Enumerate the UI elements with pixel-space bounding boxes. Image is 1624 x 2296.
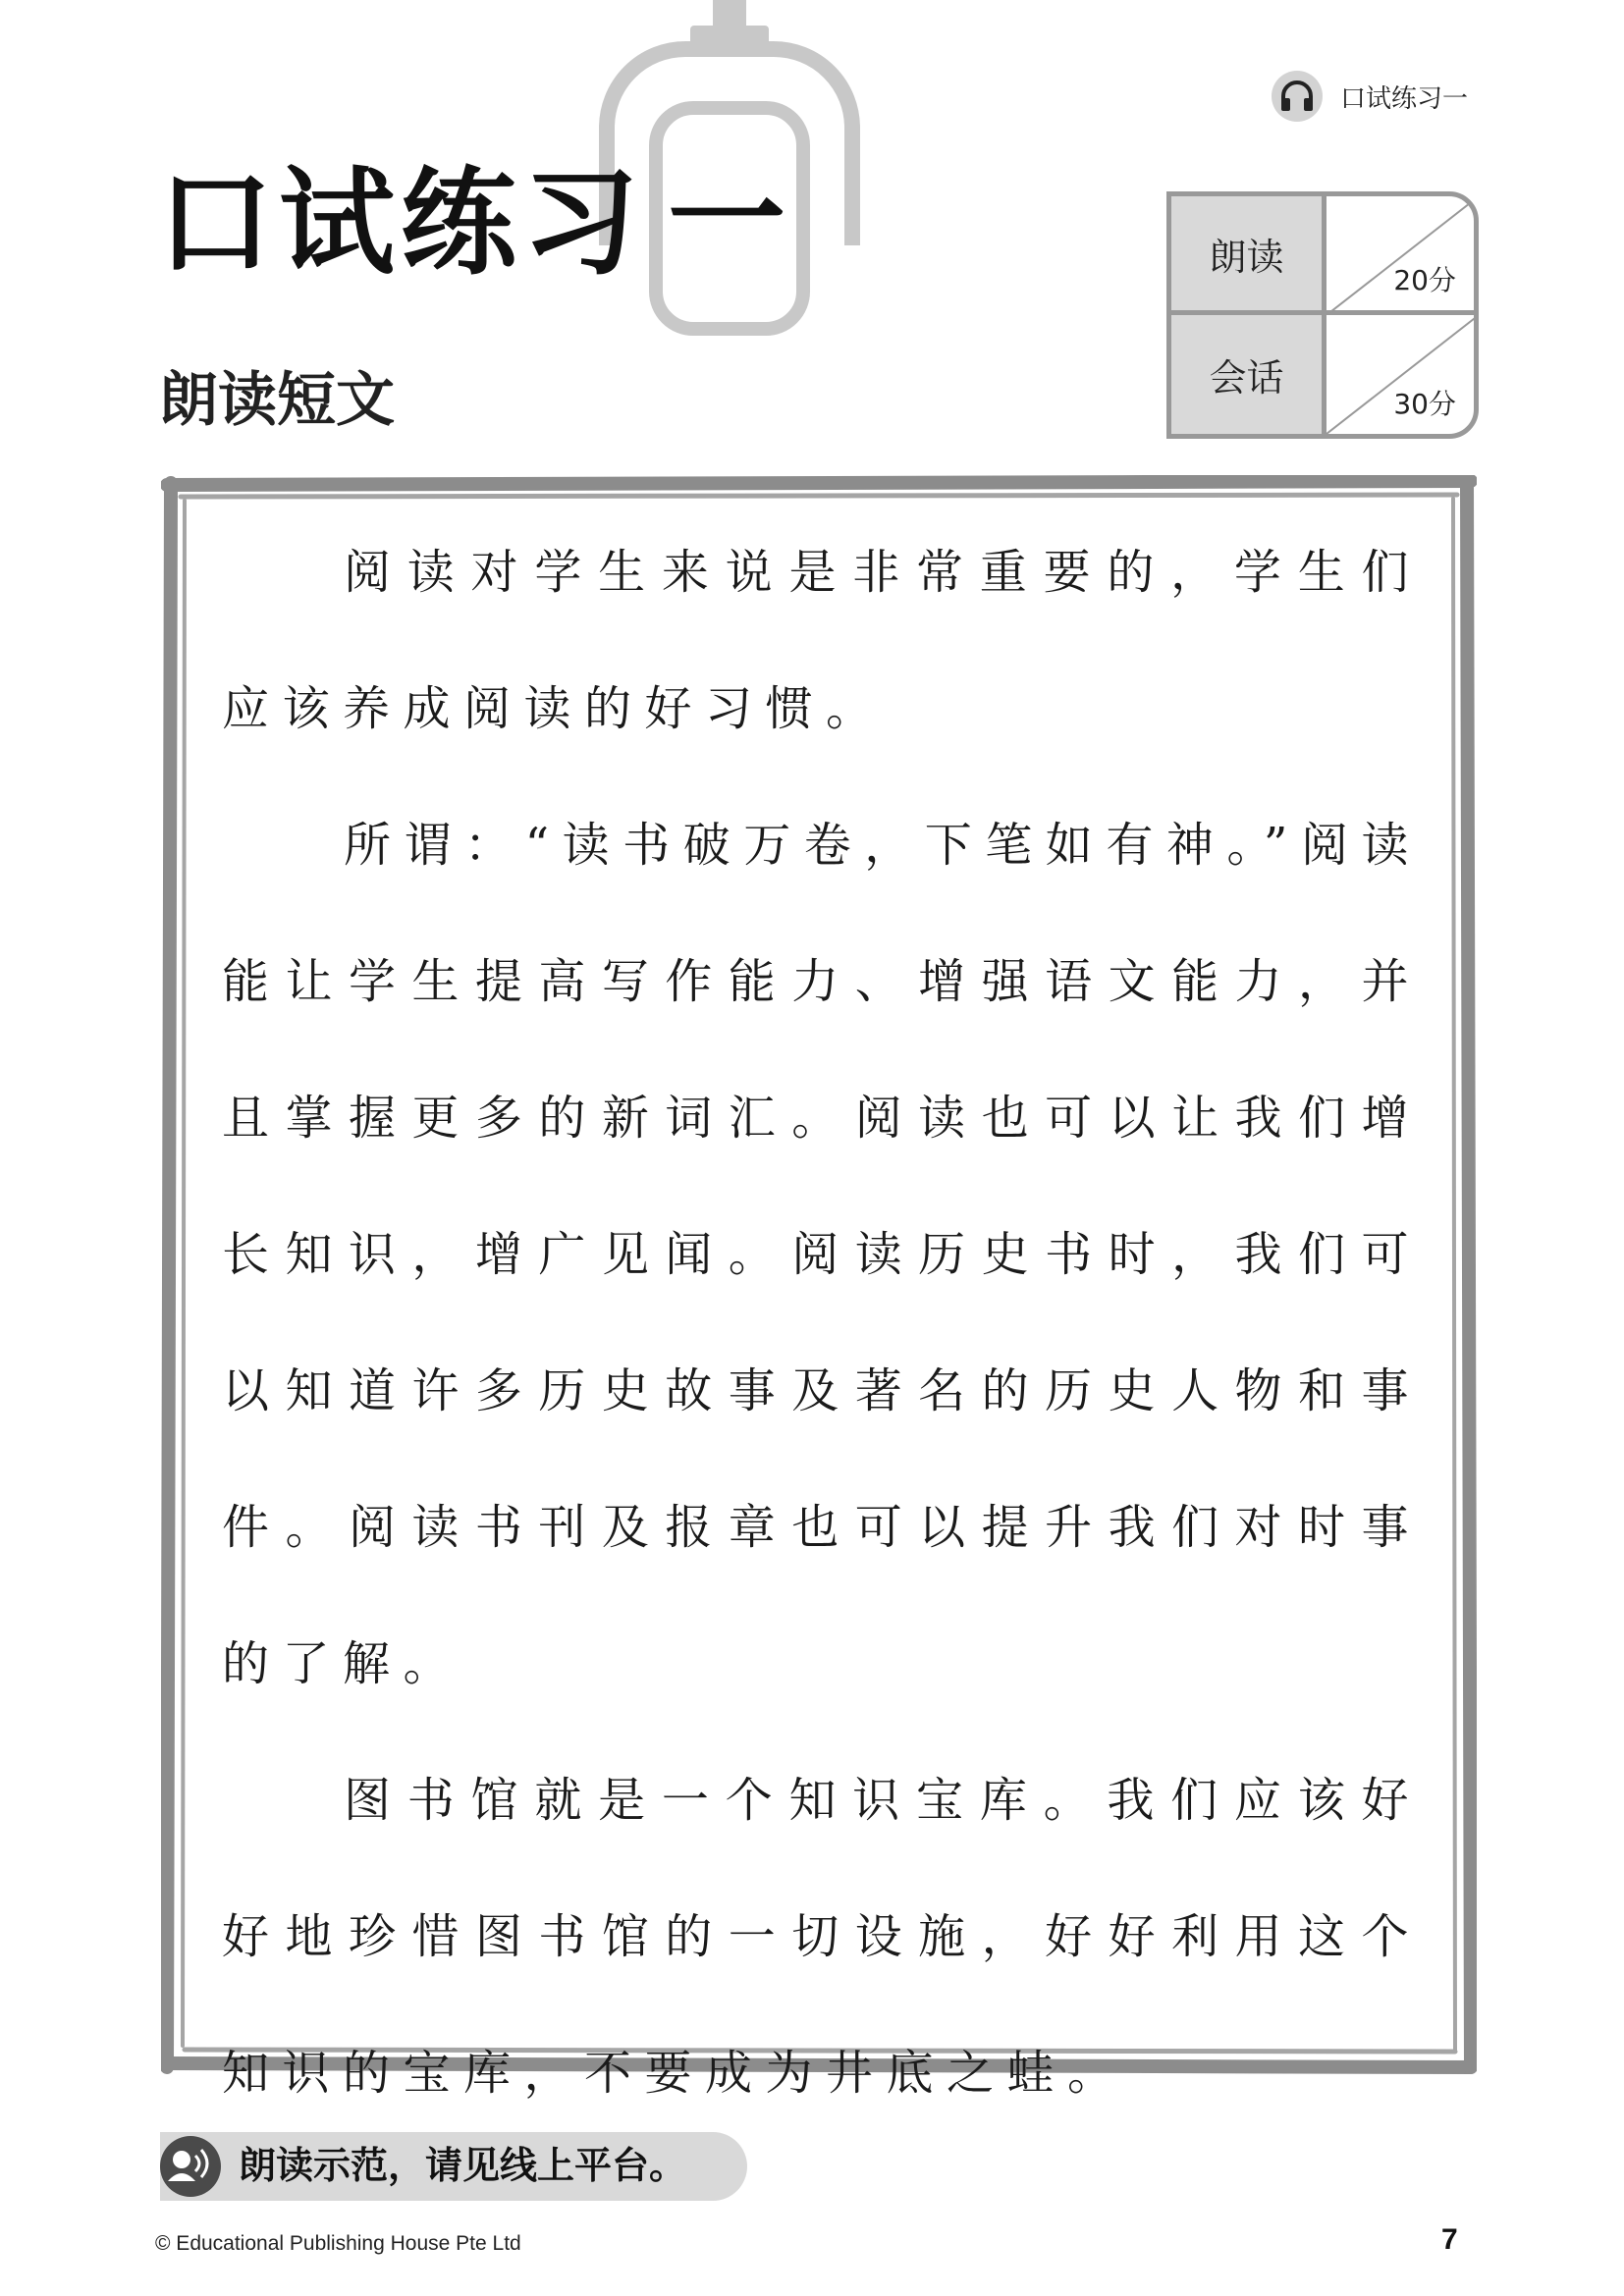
- section-tag-label: 口试练习一: [1340, 83, 1469, 114]
- score-entry-cell: [1326, 196, 1474, 310]
- reading-passage-box: [161, 475, 1477, 2101]
- score-label: 会话: [1171, 315, 1326, 434]
- passage-paragraph: 阅读对学生来说是非常重要的，学生们应该养成阅读的好习惯。: [222, 545, 1422, 736]
- score-max-value: 20分: [1393, 264, 1456, 296]
- section-tag: [1272, 71, 1468, 122]
- score-max-value: 30分: [1393, 388, 1456, 420]
- score-label: 朗读: [1171, 196, 1326, 310]
- copyright-notice: © Educational Publishing House Pte Ltd: [155, 2232, 521, 2255]
- score-row-reading: [1171, 196, 1474, 315]
- section-subtitle: 朗读短文: [159, 366, 395, 435]
- passage-paragraph: 图书馆就是一个知识宝库。我们应该好好地珍惜图书馆的一切设施，好好利用这个知识的宝库，不要成为井底之蛙。: [222, 1773, 1422, 2101]
- score-entry-cell: [1326, 315, 1474, 434]
- page-number: 7: [1441, 2223, 1458, 2256]
- page-title: 口试练习: [157, 155, 645, 291]
- score-row-conversation: [1171, 315, 1474, 434]
- passage-paragraph: 所谓：“读书破万卷，下笔如有神。”阅读能让学生提高写作能力、增强语文能力，并且掌握更多的新词汇。阅读也可以让我们增长知识，增广见闻。阅读历史书时，我们可以知道许多历史故事及著名的历史人物和事件。阅读书刊及报章也可以提升我们对时事的了解。: [222, 818, 1422, 1691]
- demo-note-text: 朗读示范，请见线上平台。: [239, 2144, 687, 2187]
- speaker-person-icon: [160, 2136, 221, 2197]
- headphones-icon: [1272, 71, 1323, 122]
- reading-passage: [222, 505, 1422, 2142]
- page-title-number: 一: [668, 152, 785, 289]
- score-table: [1166, 191, 1479, 439]
- demo-note: [160, 2132, 747, 2201]
